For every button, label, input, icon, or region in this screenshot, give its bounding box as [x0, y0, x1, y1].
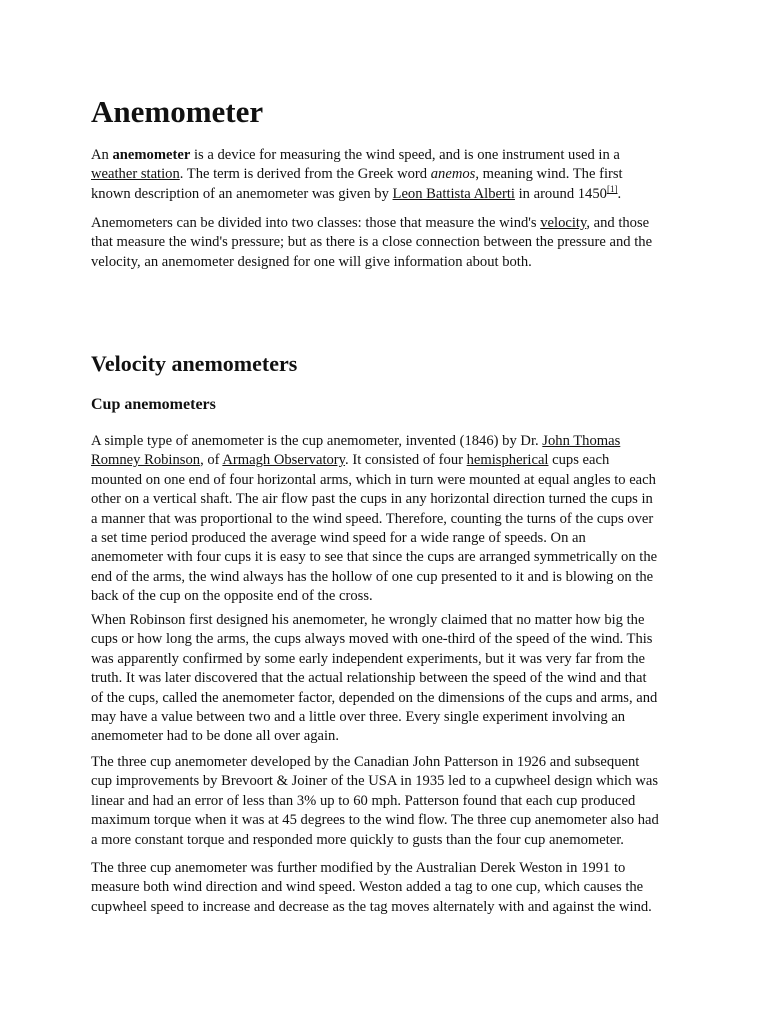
text-line [91, 630, 657, 649]
text-line [91, 432, 657, 451]
text-segment: back of the cup on the opposite end of the cross. [91, 588, 373, 605]
wiki-link[interactable]: weather station [91, 166, 180, 183]
text-line [91, 898, 652, 917]
text-segment: anemometer with four cups it is easy to see that since the cups are arranged symmetrically on the [91, 549, 658, 566]
text-line [91, 510, 657, 529]
text-segment: linear and had an error of less than 3% up to 60 mph. Patterson found that each cup produced [91, 792, 636, 809]
text-segment: Anemometers can be divided into two classes: those that measure the wind's [91, 215, 541, 231]
text-line [91, 529, 657, 548]
text-segment: anemometer [112, 147, 191, 163]
paragraph-intro [91, 146, 623, 204]
wiki-link[interactable]: Romney Robinson [91, 452, 201, 469]
text-segment: was apparently confirmed by some early independent experiments, but it was very far from the [91, 650, 645, 667]
text-line [91, 811, 659, 830]
text-segment: . [617, 185, 622, 202]
text-line [91, 753, 659, 772]
text-segment: cups each [548, 452, 610, 469]
text-segment: may have a value between two and a little over three. Every single experiment involving an [91, 709, 626, 726]
text-segment: end of the arms, the wind always has the hollow of one cup presented to it and is blowing on the [91, 568, 654, 585]
paragraph-weston [91, 859, 652, 917]
text-line [91, 587, 657, 606]
text-segment: a set time period produced the average wind speed for a wide range of speeds. On an [91, 530, 586, 547]
text-line [91, 859, 652, 878]
text-segment: mounted on one end of four horizontal arms, which in turn were mounted at equal angles to each [91, 471, 656, 488]
text-segment: of the cups, called the anemometer factor, depended on the dimensions of the cups and arms, and [91, 689, 658, 706]
text-segment: , of [200, 452, 223, 469]
text-segment: cupwheel speed to increase and decrease as the tag moves alternately with and against the wind. [91, 898, 652, 915]
heading-cup-anemometers: Cup anemometers [91, 396, 216, 413]
text-line [91, 548, 657, 567]
text-line [91, 253, 652, 272]
text-line [91, 708, 657, 727]
text-line [91, 772, 659, 791]
text-line [91, 792, 659, 811]
paragraph-classes [91, 214, 652, 272]
text-segment: in around 1450 [514, 185, 607, 202]
text-segment: . The term is derived from the Greek word [179, 166, 431, 183]
text-segment: a more constant torque and responded more quickly to gusts than the four cup anemometer. [91, 831, 624, 848]
text-segment: . It consisted of four [345, 452, 467, 469]
wiki-link[interactable]: hemispherical [466, 452, 549, 469]
paragraph-three-cup [91, 753, 659, 850]
text-segment: cup improvements by Brevoort & Joiner of the USA in 1935 led to a cupwheel design which was [91, 773, 659, 790]
text-segment: An [91, 147, 113, 163]
text-segment: The three cup anemometer was further modified by the Australian Derek Weston in 1991 to [91, 860, 626, 876]
text-line [91, 471, 657, 490]
text-segment: truth. It was later discovered that the actual relationship between the speed of the wind and that [91, 670, 647, 687]
text-line [91, 185, 623, 204]
text-segment: known description of an anemometer was given by [91, 185, 393, 202]
text-segment: that measure the wind's pressure; but as there is a close connection between the pressure and the [91, 234, 653, 251]
text-line [91, 878, 652, 897]
wiki-link[interactable]: Leon Battista Alberti [392, 185, 515, 202]
text-segment: cups or how long the arms, the cups always moved with one-third of the speed of the wind. This [91, 631, 653, 648]
text-line [91, 214, 652, 233]
text-segment: A simple type of anemometer is the cup anemometer, invented (1846) by Dr. [91, 433, 543, 449]
text-line [91, 727, 657, 746]
text-line [91, 831, 659, 850]
page-title: Anemometer [91, 94, 264, 129]
text-segment: The three cup anemometer developed by the Canadian John Patterson in 1926 and subsequent [91, 754, 640, 770]
text-line [91, 490, 657, 509]
text-line [91, 568, 657, 587]
text-segment: When Robinson first designed his anemometer, he wrongly claimed that no matter how big the [91, 612, 645, 628]
text-line [91, 650, 657, 669]
wiki-link[interactable]: John Thomas [542, 433, 621, 449]
text-line [91, 165, 623, 184]
text-segment: is a device for measuring the wind speed, and is one instrument used in a [190, 147, 620, 163]
text-line [91, 233, 652, 252]
text-segment: other on a vertical shaft. The air flow past the cups in any horizontal direction turned the cups in [91, 491, 653, 508]
text-segment: anemometer had to be done all over again. [91, 728, 339, 745]
text-segment: velocity, an anemometer designed for one will give information about both. [91, 253, 532, 270]
text-line [91, 689, 657, 708]
heading-velocity-anemometers: Velocity anemometers [91, 351, 298, 376]
text-segment: a manner that was proportional to the wind speed. Therefore, counting the turns of the cups over [91, 510, 654, 527]
paragraph-robinson [91, 611, 657, 747]
text-segment: measure both wind direction and wind speed. Weston added a tag to one cup, which causes the [91, 879, 644, 896]
text-line [91, 611, 657, 630]
wiki-link[interactable]: velocity [540, 215, 587, 231]
text-segment: , and those [586, 215, 650, 231]
text-segment: , meaning wind. The first [475, 166, 623, 183]
citation-link[interactable]: [1] [606, 183, 618, 194]
text-line [91, 669, 657, 688]
text-segment: anemos [430, 166, 476, 183]
wiki-link[interactable]: Armagh Observatory [222, 452, 346, 469]
text-segment: maximum torque when it was at 45 degrees to the wind flow. The three cup anemometer also had [91, 812, 659, 829]
text-line [91, 146, 623, 165]
paragraph-cup-intro [91, 432, 657, 607]
text-line [91, 451, 657, 470]
